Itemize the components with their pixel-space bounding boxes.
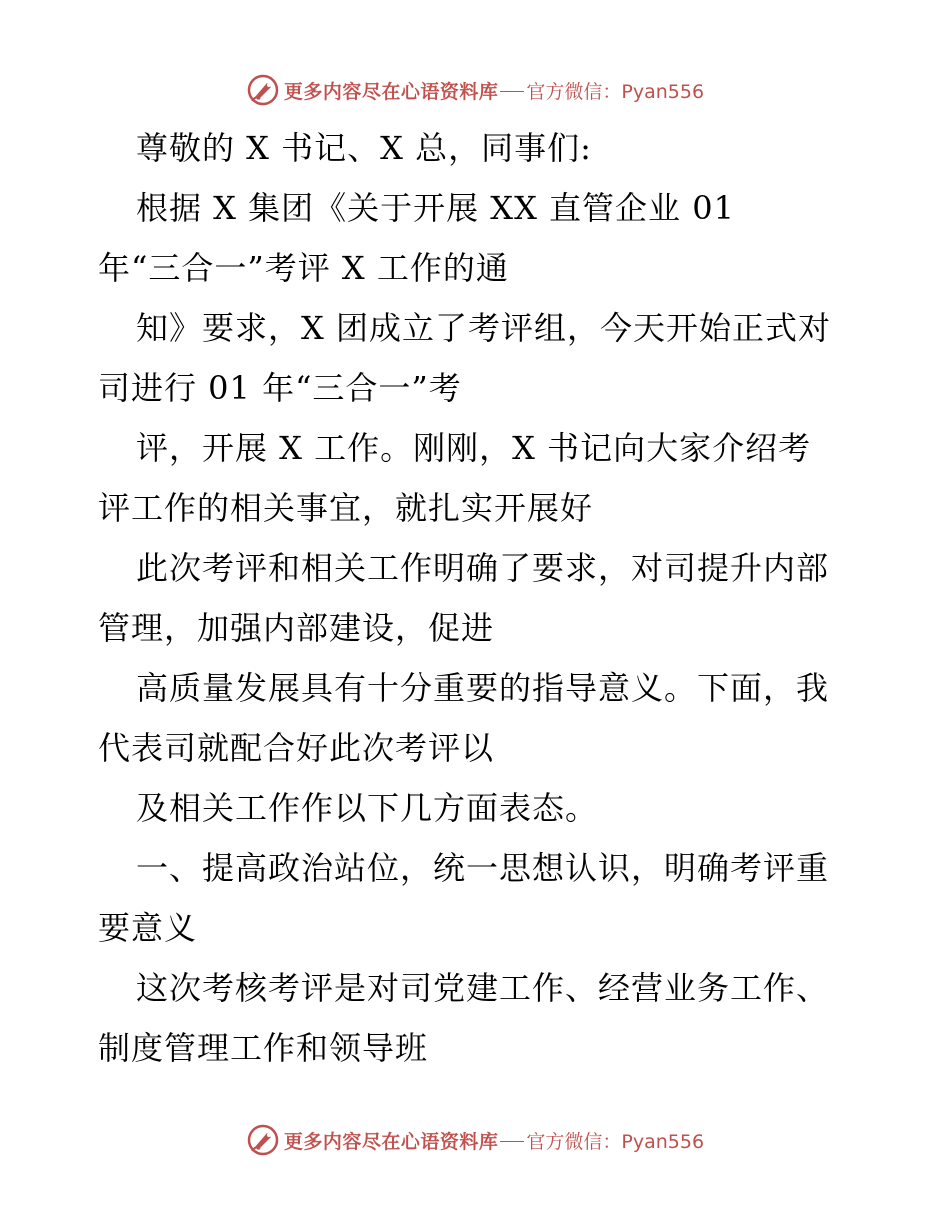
- document-line: 评工作的相关事宜，就扎实开展好: [98, 489, 594, 527]
- document-line: 管理，加强内部建设，促进: [98, 609, 495, 647]
- document-line: 尊敬的 X 书记、X 总，同事们:: [136, 129, 592, 167]
- document-line: 制度管理工作和领导班: [98, 1029, 429, 1067]
- watermark-promo-text: 更多内容尽在心语资料库: [283, 1130, 499, 1153]
- header-watermark: [0, 70, 950, 110]
- document-line: 及相关工作作以下几方面表态。: [136, 789, 599, 827]
- watermark-promo-text: 更多内容尽在心语资料库: [283, 80, 499, 103]
- document-line: 这次考核考评是对司党建工作、经营业务工作、: [136, 969, 830, 1007]
- document-line: 司进行 01 年“三合一”考: [98, 369, 462, 407]
- watermark-dash: [500, 91, 524, 92]
- document-line: 年“三合一”考评 X 工作的通: [98, 249, 509, 287]
- pen-nib-logo-icon: [246, 1123, 280, 1157]
- watermark-contact-text: 官方微信：Pyan556: [526, 80, 705, 103]
- document-line: 要意义: [98, 909, 198, 947]
- watermark-contact-text: 官方微信：Pyan556: [526, 1130, 705, 1153]
- pen-nib-logo-icon: [246, 73, 280, 107]
- document-line: 代表司就配合好此次考评以: [98, 729, 495, 767]
- document-line: 根据 X 集团《关于开展 XX 直管企业 01: [136, 189, 735, 227]
- document-body: [98, 118, 858, 1078]
- document-line: 知》要求，X 团成立了考评组，今天开始正式对: [136, 309, 831, 347]
- document-line: 评，开展 X 工作。刚刚，X 书记向大家介绍考: [136, 429, 812, 467]
- footer-watermark: [0, 1120, 950, 1160]
- watermark-dash: [500, 1141, 524, 1142]
- document-line: 一、提高政治站位，统一思想认识，明确考评重: [136, 849, 830, 887]
- document-line: 此次考评和相关工作明确了要求，对司提升内部: [136, 549, 830, 587]
- document-line: 高质量发展具有十分重要的指导意义。下面，我: [136, 669, 830, 707]
